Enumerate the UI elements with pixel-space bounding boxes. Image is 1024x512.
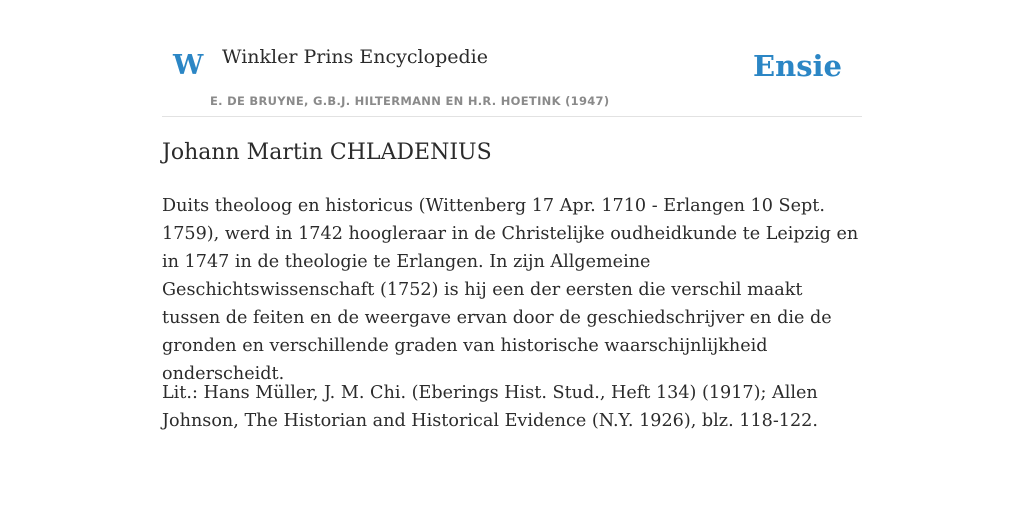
article-title: Johann Martin CHLADENIUS <box>162 140 492 165</box>
winkler-prins-logo-icon[interactable]: W <box>173 50 204 81</box>
page <box>162 0 862 431</box>
source-title[interactable]: Winkler Prins Encyclopedie <box>222 46 488 68</box>
article-literature: Lit.: Hans Müller, J. M. Chi. (Eberings Hist. Stud., Heft 134) (1917); Allen Johnson, The Historian and Historical Evidence (N.Y. 1926), blz. 118-122. <box>162 383 818 431</box>
source-authors: E. DE BRUYNE, G.B.J. HILTERMANN EN H.R. HOETINK (1947) <box>210 94 610 108</box>
ensie-brand-link[interactable]: Ensie <box>753 49 842 83</box>
article-body: Duits theoloog en historicus (Wittenberg 17 Apr. 1710 - Erlangen 10 Sept. 1759), werd in 1742 hoogleraar in de Christelijke oudheidkunde te Leipzig en in 1747 in de theologie te Erlangen. In zijn Allgemeine Geschichtswissenschaft (1752) is hij een der eersten die verschil maakt tussen de feiten en de weergave ervan door de geschiedschrijver en die de gronden en verschillende graden van historische waarschijnlijkheid onderscheidt. <box>162 196 859 384</box>
source-header <box>162 0 862 117</box>
